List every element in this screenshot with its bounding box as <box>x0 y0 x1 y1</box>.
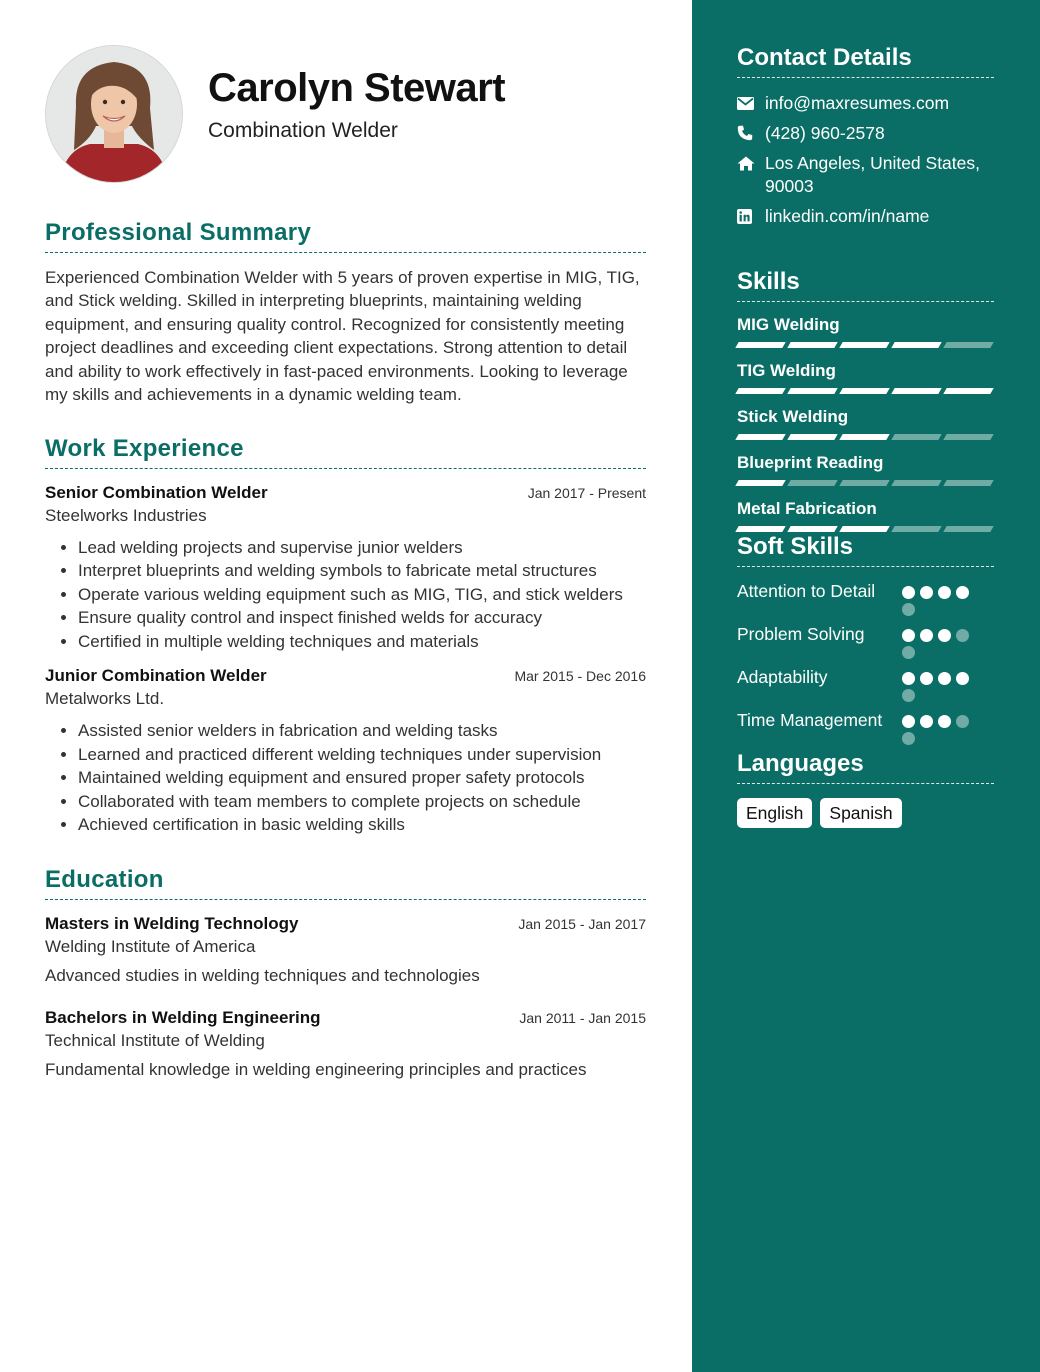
rating-dot <box>956 672 969 685</box>
school-name: Technical Institute of Welding <box>45 1030 265 1050</box>
skill-level-segment <box>891 388 941 394</box>
skill-name: Metal Fabrication <box>737 498 877 518</box>
linkedin-text: linkedin.com/in/name <box>765 205 930 226</box>
job-bullets <box>45 719 646 837</box>
skill-level-segment <box>735 526 785 532</box>
job-bullet: • Collaborated with team members to complete projects on schedule <box>78 790 646 814</box>
rating-dot <box>956 715 969 728</box>
contact-section <box>737 44 994 235</box>
summary-text: Experienced Combination Welder with 5 years of proven expertise in MIG, TIG, and Stick welding. Skilled in interpreting blueprints, maintaining welding equipment, and ensuring quality control. Recognized for consistently meeting project deadlines and exceeding client expectations. Strong attention to detail and ability to work effectively in fast-paced environments. Looking to leverage my skills and achievements in a dynamic welding team. <box>45 267 640 405</box>
skill-level-segment <box>891 480 941 486</box>
summary-heading: Professional Summary <box>45 219 646 253</box>
soft-skill-item <box>737 579 994 616</box>
skills-list <box>737 315 994 532</box>
skill-level-bar <box>737 480 994 486</box>
skill-level-segment <box>839 526 889 532</box>
soft-skill-rating <box>902 579 976 616</box>
phone-text: (428) 960-2578 <box>765 122 885 143</box>
job-bullet: • Ensure quality control and inspect finished welds for accuracy <box>78 606 646 630</box>
rating-dot <box>938 586 951 599</box>
skill-level-segment <box>839 342 889 348</box>
degree-date: Jan 2015 - Jan 2017 <box>518 915 646 932</box>
summary-section <box>45 219 646 407</box>
job-title: Senior Combination Welder <box>45 482 268 502</box>
skill-level-segment <box>735 480 785 486</box>
skill-level-segment <box>891 526 941 532</box>
soft-skill-item <box>737 622 994 659</box>
skill-level-segment <box>839 388 889 394</box>
phone-icon <box>737 122 765 145</box>
skill-name: Stick Welding <box>737 406 849 426</box>
skill-level-bar <box>737 526 994 532</box>
skill-level-segment <box>787 434 837 440</box>
skill-level-segment <box>943 434 993 440</box>
contact-address <box>737 152 994 198</box>
skills-section <box>737 268 994 532</box>
skill-level-bar <box>737 388 994 394</box>
education-entry <box>45 1008 646 1080</box>
skill-level-segment <box>943 388 993 394</box>
rating-dot <box>920 629 933 642</box>
job-entry <box>45 666 646 837</box>
skill-name: TIG Welding <box>737 360 836 380</box>
soft-skills-list <box>737 579 994 745</box>
profile-photo <box>45 45 183 183</box>
experience-heading: Work Experience <box>45 435 646 469</box>
soft-skill-item <box>737 665 994 702</box>
rating-dot <box>938 629 951 642</box>
education-entry <box>45 914 646 986</box>
skill-name: Blueprint Reading <box>737 452 884 472</box>
skill-level-segment <box>891 342 941 348</box>
contact-heading: Contact Details <box>737 44 994 78</box>
school-name: Welding Institute of America <box>45 936 256 956</box>
education-section <box>45 866 646 1080</box>
skill-level-bar <box>737 434 994 440</box>
job-company: Metalworks Ltd. <box>45 689 165 709</box>
job-bullet: • Achieved certification in basic welding skills <box>78 813 646 837</box>
linkedin-icon <box>737 205 765 228</box>
skill-level-segment <box>735 388 785 394</box>
soft-skill-item <box>737 708 994 745</box>
rating-dot <box>920 672 933 685</box>
skill-level-segment <box>787 342 837 348</box>
soft-skill-name: Time Management <box>737 709 883 730</box>
job-bullet: • Lead welding projects and supervise junior welders <box>78 536 646 560</box>
skill-level-segment <box>787 388 837 394</box>
skill-item <box>737 361 994 394</box>
job-title: Junior Combination Welder <box>45 666 267 686</box>
candidate-name: Carolyn Stewart <box>208 66 506 110</box>
job-bullet: • Certified in multiple welding techniques and materials <box>78 630 646 654</box>
job-entry <box>45 483 646 654</box>
skill-level-segment <box>787 526 837 532</box>
degree-date: Jan 2011 - Jan 2015 <box>519 1009 646 1026</box>
rating-dot <box>956 586 969 599</box>
home-icon <box>737 152 765 175</box>
rating-dot <box>938 672 951 685</box>
soft-skill-name: Attention to Detail <box>737 580 876 601</box>
job-bullet: • Operate various welding equipment such as MIG, TIG, and stick welders <box>78 583 646 607</box>
skill-level-segment <box>735 434 785 440</box>
experience-section <box>45 435 646 837</box>
soft-skill-rating <box>902 708 976 745</box>
rating-dot <box>902 715 915 728</box>
rating-dot <box>902 672 915 685</box>
job-date: Mar 2015 - Dec 2016 <box>514 668 646 685</box>
profile-photo-illustration <box>46 46 182 182</box>
skill-level-segment <box>787 480 837 486</box>
skill-level-segment <box>839 480 889 486</box>
soft-skill-name: Adaptability <box>737 666 828 687</box>
degree-description: Advanced studies in welding techniques and technologies <box>45 965 480 985</box>
degree-description: Fundamental knowledge in welding engineering principles and practices <box>45 1059 587 1079</box>
sidebar <box>692 0 1040 1372</box>
soft-skills-heading: Soft Skills <box>737 533 994 567</box>
job-date: Jan 2017 - Present <box>527 484 646 501</box>
contact-phone[interactable] <box>737 122 994 145</box>
skill-level-segment <box>891 434 941 440</box>
skill-level-segment <box>943 526 993 532</box>
languages-section <box>737 750 994 828</box>
skill-item <box>737 453 994 486</box>
job-bullet: • Maintained welding equipment and ensured proper safety protocols <box>78 766 646 790</box>
skill-item <box>737 315 994 348</box>
address-text: Los Angeles, United States, 90003 <box>765 152 980 196</box>
rating-dot <box>902 732 915 745</box>
rating-dot <box>902 629 915 642</box>
rating-dot <box>902 586 915 599</box>
rating-dot <box>956 629 969 642</box>
skill-level-segment <box>943 342 993 348</box>
envelope-icon <box>737 92 765 115</box>
degree-title: Masters in Welding Technology <box>45 913 299 933</box>
rating-dot <box>920 715 933 728</box>
rating-dot <box>902 689 915 702</box>
language-chip: English <box>737 798 812 828</box>
job-bullet: • Learned and practiced different welding techniques under supervision <box>78 743 646 767</box>
soft-skill-name: Problem Solving <box>737 623 865 644</box>
contact-email[interactable] <box>737 92 994 115</box>
soft-skill-rating <box>902 665 976 702</box>
candidate-title: Combination Welder <box>208 119 398 142</box>
skill-item <box>737 407 994 440</box>
rating-dot <box>938 715 951 728</box>
rating-dot <box>920 586 933 599</box>
rating-dot <box>902 646 915 659</box>
skill-item <box>737 499 994 532</box>
languages-list <box>737 798 994 828</box>
skill-level-bar <box>737 342 994 348</box>
contact-linkedin[interactable] <box>737 205 994 228</box>
degree-title: Bachelors in Welding Engineering <box>45 1007 321 1027</box>
job-bullets <box>45 536 646 654</box>
email-text: info@maxresumes.com <box>765 92 950 113</box>
skill-level-segment <box>839 434 889 440</box>
job-bullet: • Assisted senior welders in fabrication and welding tasks <box>78 719 646 743</box>
skill-level-segment <box>943 480 993 486</box>
education-heading: Education <box>45 866 646 900</box>
soft-skills-section <box>737 533 994 751</box>
rating-dot <box>902 603 915 616</box>
skill-level-segment <box>735 342 785 348</box>
job-bullet: • Interpret blueprints and welding symbols to fabricate metal structures <box>78 559 646 583</box>
job-company: Steelworks Industries <box>45 505 207 525</box>
languages-heading: Languages <box>737 750 994 784</box>
skills-heading: Skills <box>737 268 994 302</box>
skill-name: MIG Welding <box>737 314 840 334</box>
soft-skill-rating <box>902 622 976 659</box>
language-chip: Spanish <box>820 798 901 828</box>
